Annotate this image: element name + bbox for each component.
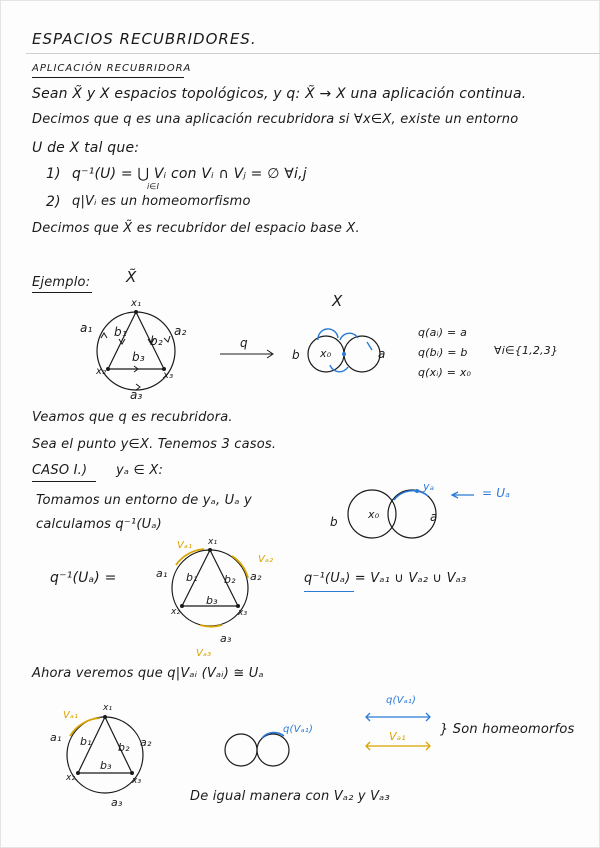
label-x1-2: x₁ [208, 537, 218, 547]
label-b1: b₁ [114, 325, 127, 339]
case-1-heading: CASO I.) [32, 463, 88, 478]
label-b3-3: b₃ [100, 759, 112, 772]
covering-space-label: X̃ [126, 268, 137, 286]
example-line-1: Veamos que q es recubridora. [32, 410, 233, 425]
label-a-neigh: a [430, 510, 438, 524]
label-a2-2: a₂ [250, 570, 262, 583]
preimage-result: q⁻¹(Uₐ) = Vₐ₁ ∪ Vₐ₂ ∪ Vₐ₃ [304, 571, 467, 586]
label-x2-2: x₂ [171, 607, 181, 617]
label-a3-2: a₃ [220, 632, 232, 645]
example-line-2: Sea el punto y∈X. Tenemos 3 casos. [32, 437, 277, 452]
definition-line-3: U de X tal que: [32, 140, 140, 156]
definition-line-2: Decimos que q es una aplicación recubridora si ∀x∈X, existe un entorno [32, 112, 519, 127]
label-a1: a₁ [80, 321, 93, 335]
interval-va1-label: Vₐ₁ [389, 730, 406, 743]
item-1-index: i∈I [147, 182, 160, 191]
case-1-last-line: De igual manera con Vₐ₂ y Vₐ₃ [190, 789, 390, 804]
label-va1: Vₐ₁ [177, 540, 193, 551]
section-subtitle: APLICACIÓN RECUBRIDORA [32, 63, 192, 74]
label-a1-2: a₁ [156, 567, 168, 580]
label-b: b [292, 348, 300, 362]
label-b3: b₃ [132, 350, 145, 364]
label-x2-3: x₂ [66, 773, 76, 783]
label-ua: = Uₐ [482, 486, 511, 500]
case-1-line-3: Ahora veremos que q|Vₐᵢ (Vₐᵢ) ≅ Uₐ [32, 666, 264, 681]
mapping-x: q(xᵢ) = x₀ [418, 366, 472, 379]
label-a2-3: a₂ [140, 736, 152, 749]
label-b2-3: b₂ [118, 741, 130, 754]
label-x3: x₃ [163, 370, 174, 381]
index-range: ∀i∈{1,2,3} [494, 344, 559, 357]
label-x3-3: x₃ [132, 776, 142, 786]
label-a3: a₃ [130, 388, 143, 402]
label-b2-2: b₂ [224, 573, 236, 586]
label-x0: x₀ [320, 347, 332, 360]
label-x3-2: x₃ [238, 608, 248, 618]
case-1-line-2: calculamos q⁻¹(Uₐ) [36, 517, 162, 532]
label-b-neigh: b [330, 515, 338, 529]
label-a: a [378, 347, 386, 361]
item-2-label: 2) [46, 194, 61, 210]
label-x0-neigh: x₀ [368, 508, 380, 521]
page-title: ESPACIOS RECUBRIDORES. [32, 30, 257, 48]
label-va3: Vₐ₃ [196, 648, 212, 659]
label-x2: x₂ [96, 366, 107, 377]
label-va1-3: Vₐ₁ [63, 710, 79, 721]
interval-q-va1-label: q(Vₐ₁) [386, 695, 417, 706]
homeomorphic-note: } Son homeomorfos [440, 722, 575, 737]
mapping-b: q(bᵢ) = b [418, 346, 468, 359]
label-q-va1: q(Vₐ₁) [283, 724, 314, 735]
label-b3-2: b₃ [206, 594, 218, 607]
label-a1-3: a₁ [50, 731, 62, 744]
label-a3-3: a₃ [111, 796, 123, 809]
map-q-label: q [240, 336, 248, 350]
preimage-label: q⁻¹(Uₐ) = [50, 570, 117, 586]
definition-line-1: Sean X̃ y X espacios topológicos, y q: X̃ → X una aplicación continua. [32, 86, 527, 102]
label-a2: a₂ [174, 324, 187, 338]
label-x1: x₁ [131, 298, 142, 309]
example-heading: Ejemplo: [32, 275, 91, 290]
label-va2: Vₐ₂ [258, 554, 274, 565]
label-ya: yₐ [423, 480, 435, 493]
base-space-label: X [332, 292, 343, 310]
item-1-formula: q⁻¹(U) = ⋃ Vᵢ con Vᵢ ∩ Vⱼ = ∅ ∀i,j [72, 166, 307, 182]
label-b2: b₂ [150, 334, 163, 348]
definition-line-4: Decimos que X̃ es recubridor del espacio base X. [32, 221, 360, 236]
case-1-line-1: Tomamos un entorno de yₐ, Uₐ y [36, 493, 252, 508]
label-b1-3: b₁ [80, 735, 92, 748]
item-1-label: 1) [46, 166, 61, 182]
mapping-a: q(aᵢ) = a [418, 326, 468, 339]
label-x1-3: x₁ [103, 703, 113, 713]
item-2-text: q|Vᵢ es un homeomorfismo [72, 194, 251, 209]
label-b1-2: b₁ [186, 571, 198, 584]
case-1-condition: yₐ ∈ X: [116, 463, 164, 478]
